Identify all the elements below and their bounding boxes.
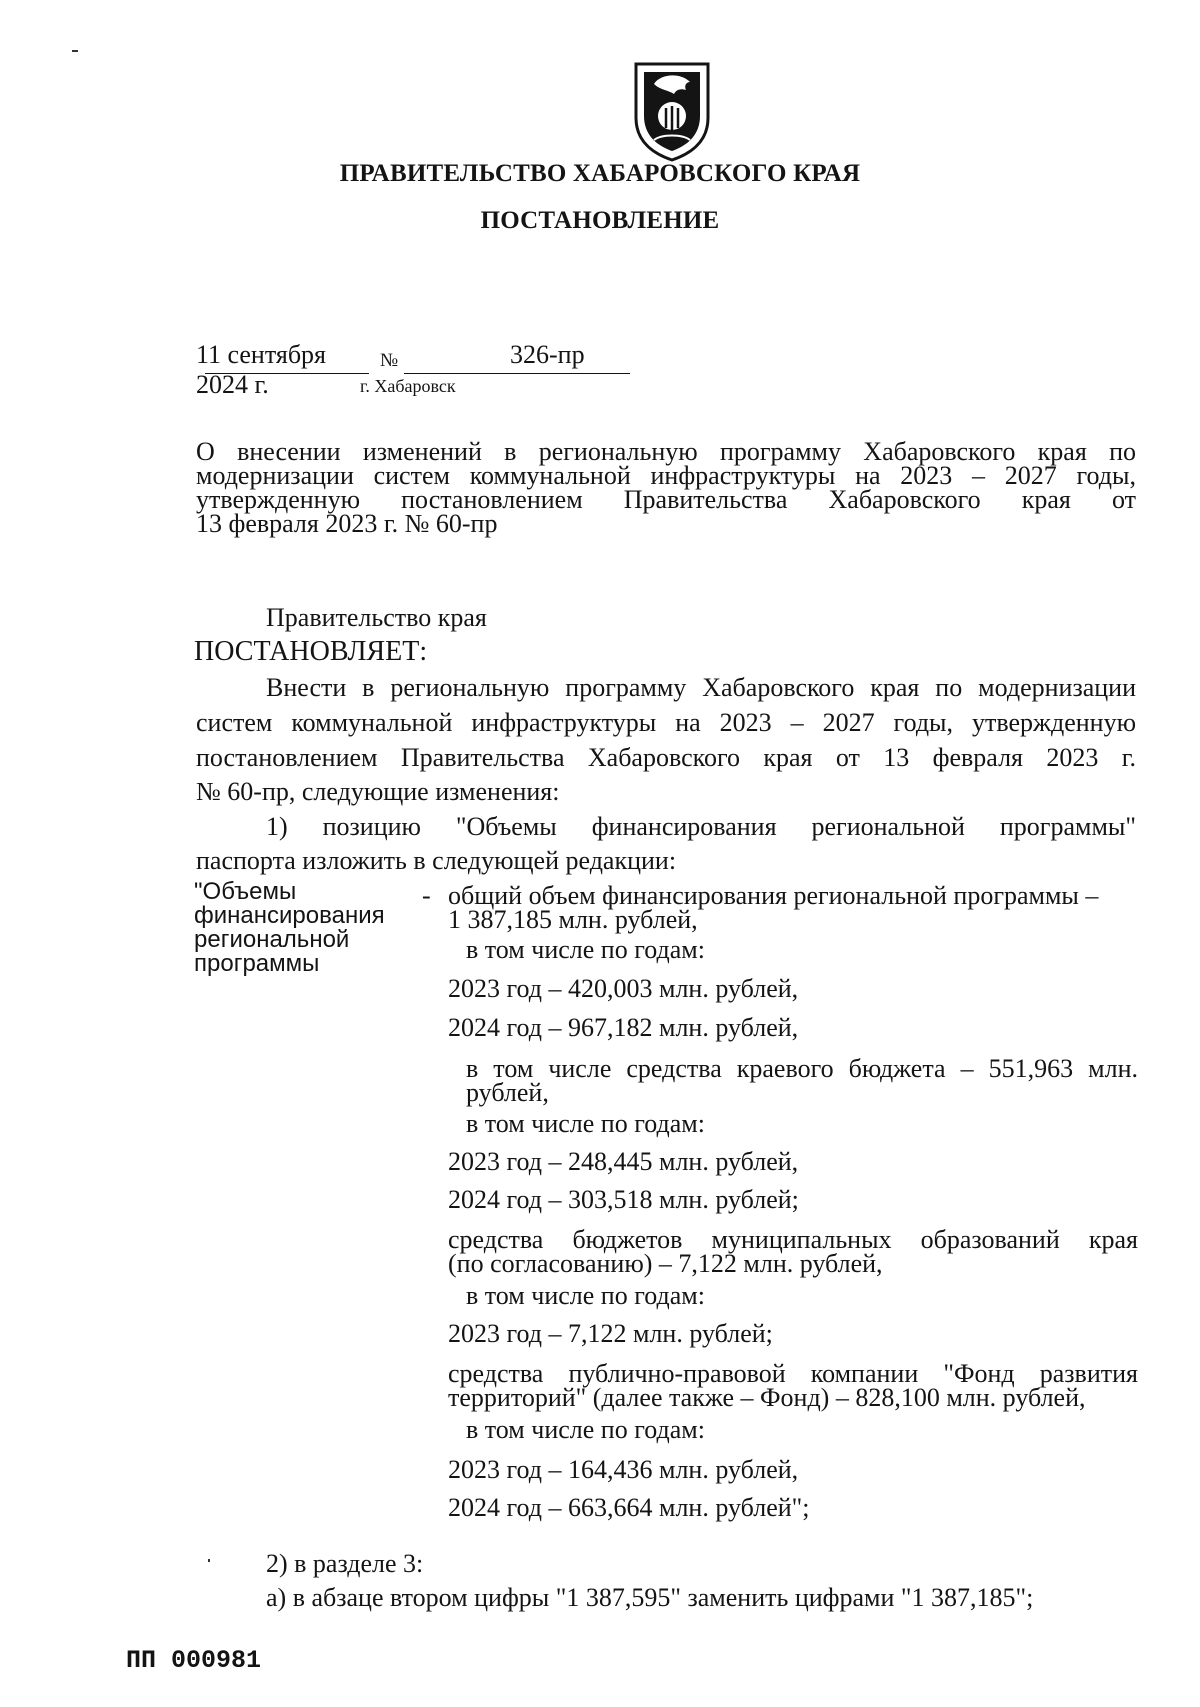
subject-line-4: 13 февраля 2023 г. № 60-пр bbox=[196, 509, 498, 538]
item1-line-1: 1) позицию "Объемы финансирования региональной программы" bbox=[266, 812, 1136, 841]
passport-label: "Объемы финансирования региональной программы bbox=[194, 878, 385, 977]
decree-date: 11 сентября 2024 г. bbox=[196, 340, 327, 399]
number-underline bbox=[404, 373, 630, 374]
date-underline bbox=[205, 373, 369, 374]
passport-2023-regional: 2023 год – 248,445 млн. рублей, bbox=[448, 1147, 799, 1176]
passport-dash: - bbox=[422, 881, 431, 910]
passport-by-years-2: в том числе по годам: bbox=[466, 1109, 705, 1138]
passport-2024-fund: 2024 год – 663,664 млн. рублей"; bbox=[448, 1493, 810, 1522]
passport-by-years-1: в том числе по годам: bbox=[466, 935, 705, 964]
passport-by-years-3: в том числе по годам: bbox=[466, 1281, 705, 1310]
subject-line-2: модернизации систем коммунальной инфраструктуры на 2023 – 2027 годы, bbox=[196, 461, 1136, 490]
item2-line-2: а) в абзаце втором цифры "1 387,595" заменить цифрами "1 387,185"; bbox=[266, 1583, 1034, 1612]
item1-line-2: паспорта изложить в следующей редакции: bbox=[196, 846, 677, 875]
document-type-title: ПОСТАНОВЛЕНИЕ bbox=[480, 207, 720, 234]
decree-number: 326-пр bbox=[510, 340, 585, 369]
passport-by-years-4: в том числе по годам: bbox=[466, 1415, 705, 1444]
government-title: ПРАВИТЕЛЬСТВО ХАБАРОВСКОГО КРАЯ bbox=[339, 160, 861, 187]
subject-line-3: утвержденную постановлением Правительства Хабаровского края от bbox=[196, 485, 1136, 514]
passport-2024-total: 2024 год – 967,182 млн. рублей, bbox=[448, 1013, 799, 1042]
intro-line-4: № 60-пр, следующие изменения: bbox=[196, 777, 560, 806]
passport-fund: средства публично-правовой компании "Фонд развития территорий" (далее также – Фонд) – 828,100 млн. рублей, bbox=[448, 1359, 1138, 1412]
coat-of-arms-emblem bbox=[630, 60, 714, 162]
intro-line-3: постановлением Правительства Хабаровского края от 13 февраля 2023 г. bbox=[196, 743, 1136, 772]
passport-2023-municipal: 2023 год – 7,122 млн. рублей; bbox=[448, 1319, 773, 1348]
scan-speck bbox=[208, 1559, 210, 1562]
passport-2023-fund: 2023 год – 164,436 млн. рублей, bbox=[448, 1455, 799, 1484]
passport-2024-regional: 2024 год – 303,518 млн. рублей; bbox=[448, 1185, 799, 1214]
preamble-government: Правительство края bbox=[266, 603, 487, 632]
subject-line-1: О внесении изменений в региональную программу Хабаровского края по bbox=[196, 437, 1136, 466]
passport-total: общий объем финансирования региональной программы – 1 387,185 млн. рублей, bbox=[448, 881, 1099, 934]
preamble-decrees: ПОСТАНОВЛЯЕТ: bbox=[194, 636, 428, 667]
number-sign: № bbox=[380, 350, 399, 371]
passport-2023-total: 2023 год – 420,003 млн. рублей, bbox=[448, 974, 799, 1003]
passport-municipal-budget: средства бюджетов муниципальных образований края (по согласованию) – 7,122 млн. рублей, bbox=[448, 1225, 1138, 1278]
scan-speck bbox=[72, 50, 78, 52]
form-serial-code: ПП 000981 bbox=[126, 1646, 262, 1675]
intro-line-2: систем коммунальной инфраструктуры на 2023 – 2027 годы, утвержденную bbox=[196, 708, 1136, 737]
passport-regional-budget: в том числе средства краевого бюджета – 551,963 млн. рублей, bbox=[466, 1054, 1138, 1107]
intro-line-1: Внести в региональную программу Хабаровского края по модернизации bbox=[266, 673, 1136, 702]
city-name: г. Хабаровск bbox=[360, 376, 456, 396]
item2-line-1: 2) в разделе 3: bbox=[266, 1549, 424, 1578]
